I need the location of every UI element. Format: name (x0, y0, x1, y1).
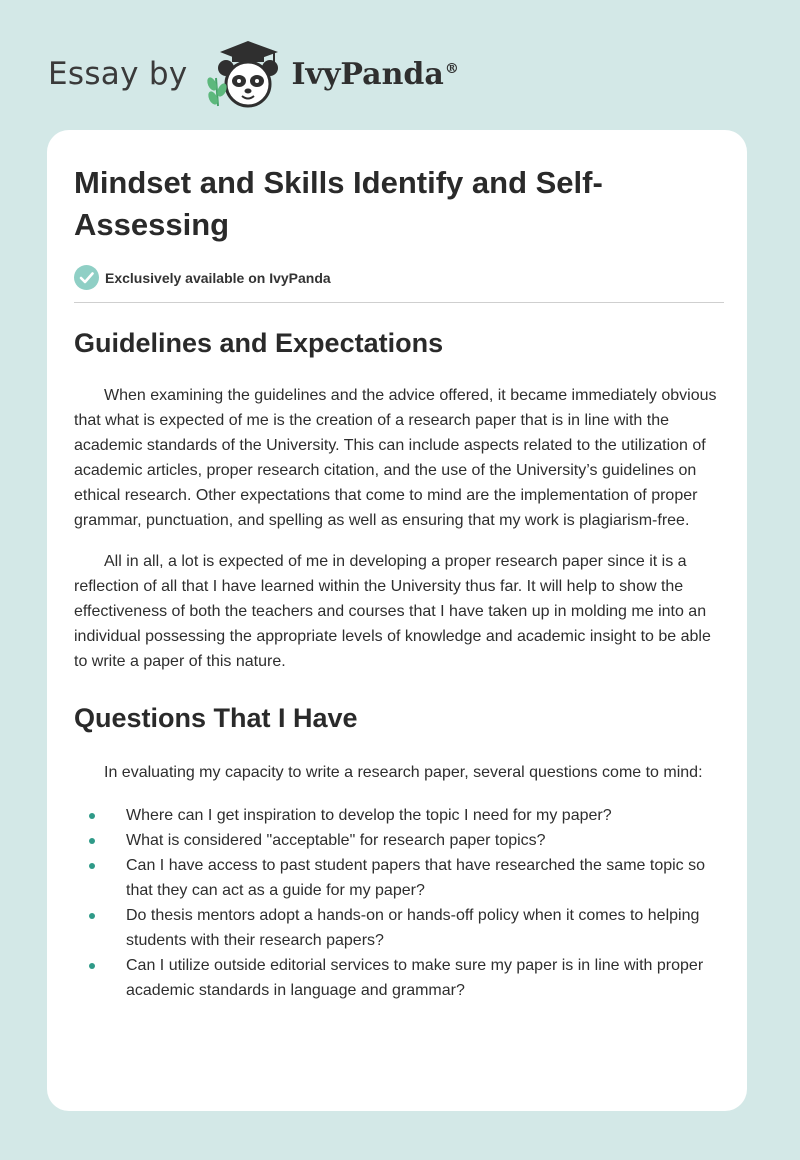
questions-list (74, 803, 724, 1003)
bullet-dot (89, 813, 95, 819)
essay-content (74, 162, 724, 1003)
panda-graduate-icon (202, 38, 288, 110)
essay-card (47, 130, 747, 1111)
registered-mark: ® (444, 60, 459, 77)
paragraph: In evaluating my capacity to write a research paper, several questions come to mind: (104, 764, 703, 781)
section-heading-questions: Questions That I Have (74, 703, 358, 733)
paragraph: When examining the guidelines and the advice offered, it became immediately obvious that what is expected of me is the creation of a research paper that is in line with the academic standards of the University. This can include aspects related to the utilization of academic articles, proper research citation, and the use of the University’s guidelines on ethical research. Other expectations that come to mind are the implementation of proper grammar, punctuation, and spelling as well as ensuring that my work is plagiarism-free. (74, 387, 717, 529)
divider (74, 302, 724, 303)
list-item: Where can I get inspiration to develop the topic I need for my paper? (74, 803, 724, 828)
brand-prefix: Essay by (48, 56, 188, 92)
page-title: Mindset and Skills Identify and Self-Assessing (74, 165, 603, 242)
exclusive-badge (74, 265, 724, 290)
list-item: What is considered "acceptable" for research paper topics? (74, 828, 724, 853)
paragraph: All in all, a lot is expected of me in developing a proper research paper since it is a reflection of all that I have learned within the University thus far. It will help to show the effectiveness of both the teachers and courses that I have taken up in molding me into an individual possessing the appropriate levels of knowledge and academic insight to be able to write a paper of this nature. (74, 553, 711, 670)
bullet-dot (89, 913, 95, 919)
bullet-dot (89, 863, 95, 869)
list-item: Do thesis mentors adopt a hands-on or hands-off policy when it comes to helping students with their research papers? (74, 903, 724, 953)
bullet-dot (89, 838, 95, 844)
exclusive-label: Exclusively available on IvyPanda (105, 269, 331, 286)
section-heading-guidelines: Guidelines and Expectations (74, 328, 444, 358)
check-circle-icon (74, 265, 99, 290)
list-item: Can I have access to past student papers that have researched the same topic so that they can act as a guide for my paper? (74, 853, 724, 903)
brand-name: IvyPanda® (291, 56, 459, 92)
list-item: Can I utilize outside editorial services to make sure my paper is in line with proper academic standards in language and grammar? (74, 953, 724, 1003)
brand-header (48, 34, 459, 114)
bullet-dot (89, 963, 95, 969)
